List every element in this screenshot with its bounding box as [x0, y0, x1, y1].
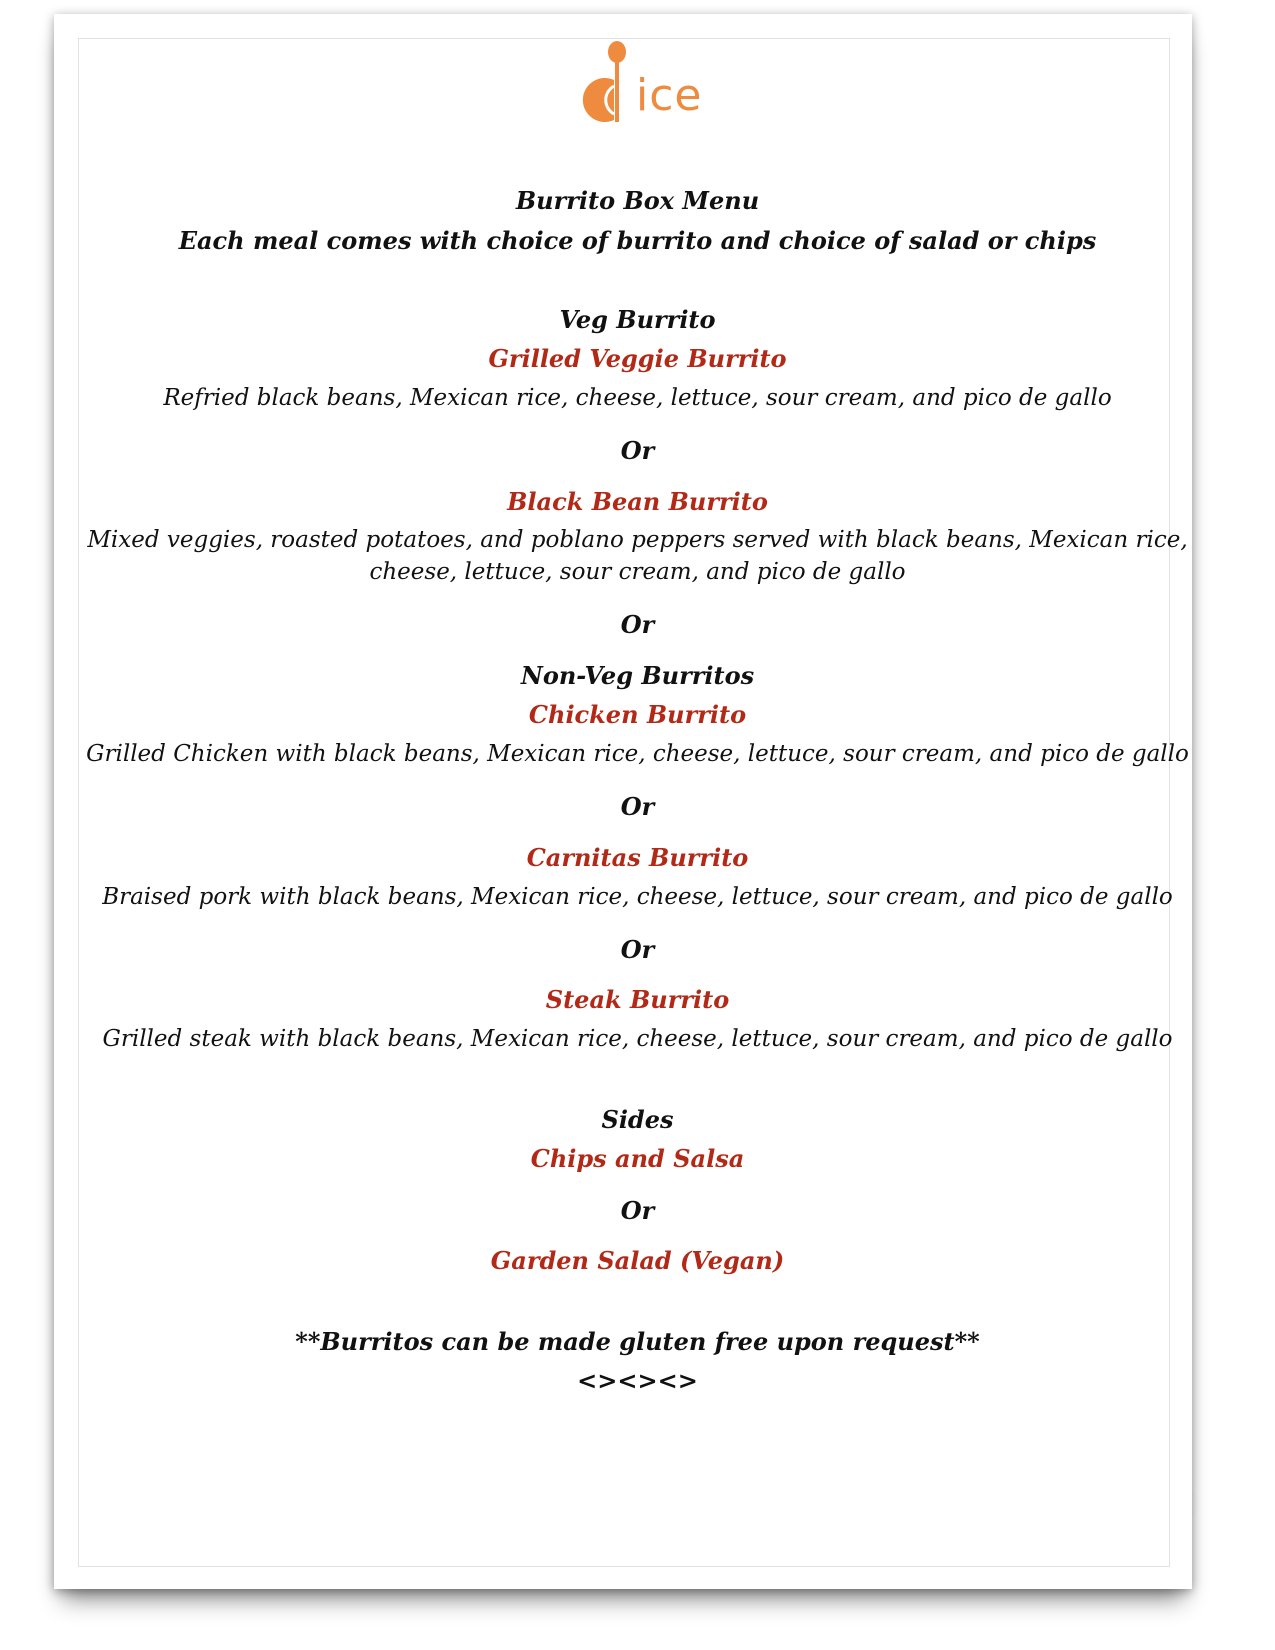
dish-description: Mixed veggies, roasted potatoes, and poblano peppers served with black beans, Mexican rice,: [87, 527, 1188, 553]
veg-heading: Veg Burrito: [559, 305, 716, 334]
dish-name: Black Bean Burrito: [507, 487, 768, 516]
dish-name: Steak Burrito: [545, 985, 730, 1014]
gluten-free-note: **Burritos can be made gluten free upon request**: [295, 1327, 980, 1356]
ornament: <><><>: [577, 1366, 698, 1395]
dish-description: cheese, lettuce, sour cream, and pico de gallo: [369, 559, 906, 585]
sides-heading: Sides: [601, 1105, 674, 1134]
or-separator: Or: [620, 610, 655, 639]
dish-name: Chicken Burrito: [528, 700, 747, 729]
dice-logo: [576, 38, 716, 134]
dish-name: Grilled Veggie Burrito: [488, 344, 787, 373]
nonveg-heading: Non-Veg Burritos: [520, 661, 755, 690]
side-item: Garden Salad (Vegan): [490, 1246, 785, 1275]
menu-title: Burrito Box Menu: [515, 186, 760, 215]
or-separator: Or: [620, 935, 655, 964]
dish-description: Grilled Chicken with black beans, Mexican rice, cheese, lettuce, sour cream, and pico de gallo: [86, 741, 1189, 767]
dish-name: Carnitas Burrito: [526, 843, 749, 872]
side-item: Chips and Salsa: [530, 1144, 745, 1173]
dish-description: Refried black beans, Mexican rice, cheese, lettuce, sour cream, and pico de gallo: [163, 385, 1112, 411]
dish-description: Grilled steak with black beans, Mexican rice, cheese, lettuce, sour cream, and pico de gallo: [102, 1026, 1173, 1052]
menu-subtitle: Each meal comes with choice of burrito and choice of salad or chips: [178, 226, 1097, 255]
or-separator: Or: [620, 792, 655, 821]
or-separator: Or: [620, 436, 655, 465]
or-separator: Or: [620, 1196, 655, 1225]
logo-wordmark: ice: [636, 70, 703, 121]
dish-description: Braised pork with black beans, Mexican rice, cheese, lettuce, sour cream, and pico de gallo: [102, 884, 1173, 910]
